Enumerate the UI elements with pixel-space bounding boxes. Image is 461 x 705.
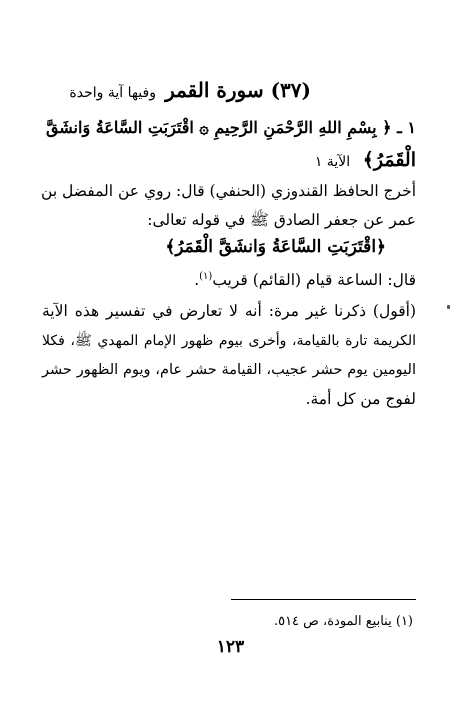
footnote: (١) ينابيع المودة، ص ٥١٤. bbox=[273, 614, 413, 629]
print-speck bbox=[447, 305, 450, 309]
body-line-2: عمر عن جعفر الصادق ﷺ في قوله تعالى: bbox=[147, 211, 416, 229]
body-line-3-text: قال: الساعة قيام (القائم) قريب bbox=[212, 271, 416, 290]
verse-number: ١ ـ bbox=[397, 118, 416, 137]
paragraph-line-2: الكريمة تارة بالقيامة، وأخرى بيوم ظهور الإمام المهدي ﷺ، فكلا bbox=[42, 333, 416, 349]
body-line-1: أخرج الحافظ القندوزي (الحنفي) قال: روي عن المفضل بن bbox=[41, 182, 416, 200]
paragraph-line-3: اليومين يوم حشر عجيب، القيامة حشر عام، ويوم الظهور حشر bbox=[42, 362, 416, 378]
paragraph-line-4: لفوج من كل أمة. bbox=[305, 390, 416, 408]
verse-line-1 bbox=[42, 113, 416, 143]
verse-reference: الآية ١ bbox=[314, 154, 351, 170]
surah-title: (٣٧) سورة القمر bbox=[165, 78, 311, 102]
body-line-3-end: . bbox=[194, 271, 200, 290]
body-line-3 bbox=[42, 262, 416, 292]
verse-text-part-2: الْقَمَرُ﴾ bbox=[362, 149, 416, 171]
quoted-verse: ﴿اقْتَرَبَتِ السَّاعَةُ وَانشَقَّ الْقَمَرُ﴾ bbox=[165, 237, 386, 257]
footnote-separator bbox=[231, 599, 416, 600]
verse-text-part-1: ﴿ بِسْمِ اللهِ الرَّحْمَنِ الرَّحِيمِ ۞ اقْتَرَبَتِ السَّاعَةُ وَانشَقَّ bbox=[45, 118, 392, 137]
paragraph-line-1: (أقول) ذكرنا غير مرة: أنه لا تعارض في تفسير هذه الآية bbox=[42, 302, 416, 320]
footnote-reference: (١) bbox=[199, 271, 213, 282]
page-number: ١٢٣ bbox=[216, 637, 245, 657]
surah-verse-count-note: وفيها آية واحدة bbox=[69, 85, 156, 101]
surah-header bbox=[60, 78, 311, 106]
verse-line-2 bbox=[42, 145, 416, 175]
